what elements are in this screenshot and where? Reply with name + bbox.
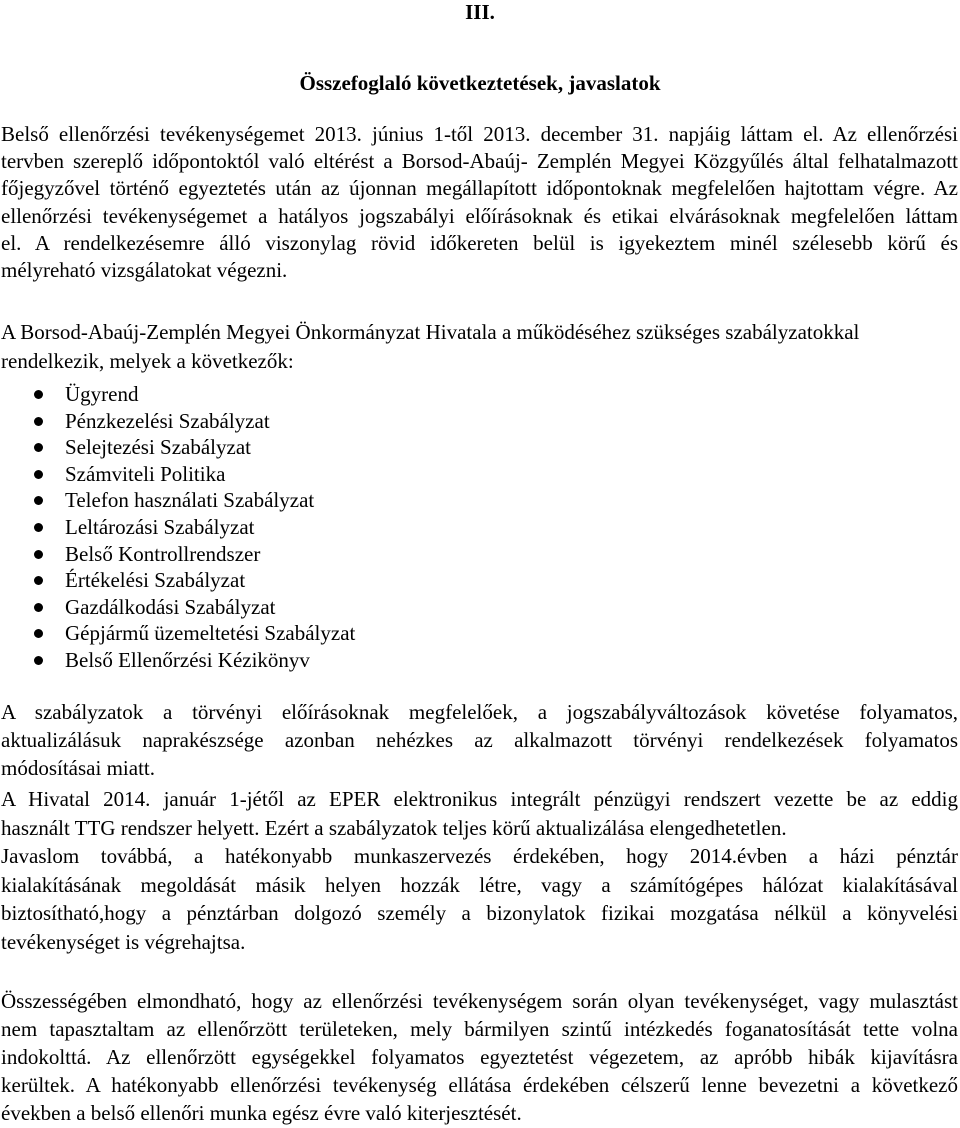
list-item bbox=[0, 487, 960, 514]
bullet-icon bbox=[34, 443, 43, 452]
list-item bbox=[0, 620, 960, 647]
paragraph-line: főjegyzővel történő egyeztetés után az újonnan megállapított időpontoknak megfelelően hajtottam végre. Az bbox=[1, 176, 958, 201]
list-item bbox=[0, 647, 960, 674]
regulations-paragraph bbox=[1, 318, 958, 376]
paragraph-line: aktualizálásuk naprakészsége azonban nehézkes az alkalmazott törvényi rendelkezések folyamatos bbox=[1, 728, 958, 752]
list-item-text: Leltározási Szabályzat bbox=[65, 514, 255, 539]
paragraph-line: Belső ellenőrzési tevékenységemet 2013. június 1-től 2013. december 31. napjáig láttam el. Az ellenőrzési bbox=[1, 122, 958, 146]
paragraph-line: ellenőrzési tevékenységemet a hatályos jogszabályi előírásoknak és etikai elvárásoknak megfelelően láttam bbox=[1, 203, 958, 228]
paragraph-line: indokolttá. Az ellenőrzött egységekkel folyamatos egyeztetést végezetem, az apróbb hibák kijavításra bbox=[1, 1045, 958, 1069]
section-heading: Összefoglaló következtetések, javaslatok bbox=[299, 71, 661, 95]
bullet-icon bbox=[34, 629, 43, 638]
list-item-text: Ügyrend bbox=[65, 382, 139, 406]
paragraph-line: biztosítható,hogy a pénztárban dolgozó személy a bizonylatok fizikai mozgatása nélkül a könyvelési bbox=[1, 901, 958, 926]
list-item-text: Telefon használati Szabályzat bbox=[65, 488, 315, 513]
paragraph-line: használt TTG rendszer helyett. Ezért a szabályzatok teljes körű aktualizálása elengedhetetlen. bbox=[1, 815, 787, 840]
bullet-icon bbox=[34, 496, 43, 505]
paragraph-line: rendelkezik, melyek a következők: bbox=[1, 349, 294, 373]
list-item-text: Számviteli Politika bbox=[65, 461, 226, 486]
list-item-text: Értékelési Szabályzat bbox=[65, 568, 246, 593]
paragraph-line: években a belső ellenőri munka egész évre való kiterjesztését. bbox=[1, 1101, 522, 1125]
paragraph-line: módosításai miatt. bbox=[1, 756, 155, 780]
list-item bbox=[0, 434, 960, 461]
list-item-text: Belső Ellenőrzési Kézikönyv bbox=[65, 647, 310, 672]
list-item bbox=[0, 408, 960, 435]
paragraph-line: nem tapasztaltam az ellenőrzött területeken, mely bármilyen szintű intézkedés foganatosítását tette volna bbox=[1, 1017, 958, 1041]
list-item bbox=[0, 594, 960, 621]
paragraph-line: A Borsod-Abaúj-Zemplén Megyei Önkormányzat Hivatala a működéséhez szükséges szabályzatokkal bbox=[1, 320, 860, 344]
bullet-icon bbox=[34, 417, 43, 426]
list-item-text: Gépjármű üzemeltetési Szabályzat bbox=[65, 621, 356, 646]
paragraph-line: kialakításának megoldását másik helyen hozzák létre, vagy a számítógépes hálózat kialakításával bbox=[1, 872, 958, 897]
list-item-text: Selejtezési Szabályzat bbox=[65, 435, 251, 460]
list-item-text: Belső Kontrollrendszer bbox=[65, 541, 261, 566]
paragraph-line: Összességében elmondható, hogy az ellenőrzési tevékenységem során olyan tevékenységet, vagy mulasztást bbox=[1, 989, 958, 1013]
list-item-text: Gazdálkodási Szabályzat bbox=[65, 594, 276, 619]
bullet-icon bbox=[34, 603, 43, 612]
paragraph-line: tevékenységet is végrehajtsa. bbox=[1, 929, 246, 954]
bullet-icon bbox=[34, 550, 43, 559]
list-item bbox=[0, 461, 960, 488]
list-item bbox=[0, 381, 960, 408]
bullet-icon bbox=[34, 523, 43, 532]
paragraph-line: A szabályzatok a törvényi előírásoknak megfelelőek, a jogszabályváltozások követése folyamatos, bbox=[1, 700, 958, 724]
list-item bbox=[0, 514, 960, 541]
list-item bbox=[0, 567, 960, 594]
intro-paragraph bbox=[1, 121, 958, 284]
status-paragraph bbox=[1, 698, 958, 782]
bullet-icon bbox=[34, 470, 43, 479]
section-number: III. bbox=[465, 0, 495, 24]
paragraph-line: kerültek. A hatékonyabb ellenőrzési tevékenység ellátása érdekében célszerű lenne bevezetni a következő bbox=[1, 1073, 958, 1097]
list-item-text: Pénzkezelési Szabályzat bbox=[65, 408, 270, 433]
regulations-list bbox=[0, 381, 960, 674]
summary-paragraph bbox=[1, 987, 958, 1127]
bullet-icon bbox=[34, 656, 43, 665]
recommendation-paragraph bbox=[1, 785, 958, 957]
list-item bbox=[0, 541, 960, 568]
paragraph-line: A Hivatal 2014. január 1-jétől az EPER elektronikus integrált pénzügyi rendszert vezette be az eddig bbox=[1, 787, 958, 811]
paragraph-line: mélyreható vizsgálatokat végezni. bbox=[1, 257, 288, 282]
bullet-icon bbox=[34, 390, 43, 399]
paragraph-line: el. A rendelkezésemre álló viszonylag rövid időkereten belül is igyekeztem minél szélesebb körű és bbox=[1, 230, 958, 255]
bullet-icon bbox=[34, 576, 43, 585]
paragraph-line: Javaslom továbbá, a hatékonyabb munkaszervezés érdekében, hogy 2014.évben a házi pénztár bbox=[1, 844, 958, 869]
paragraph-line: tervben szereplő időpontoktól való eltérést a Borsod-Abaúj- Zemplén Megyei Közgyűlés által felhatalmazott bbox=[1, 149, 958, 174]
